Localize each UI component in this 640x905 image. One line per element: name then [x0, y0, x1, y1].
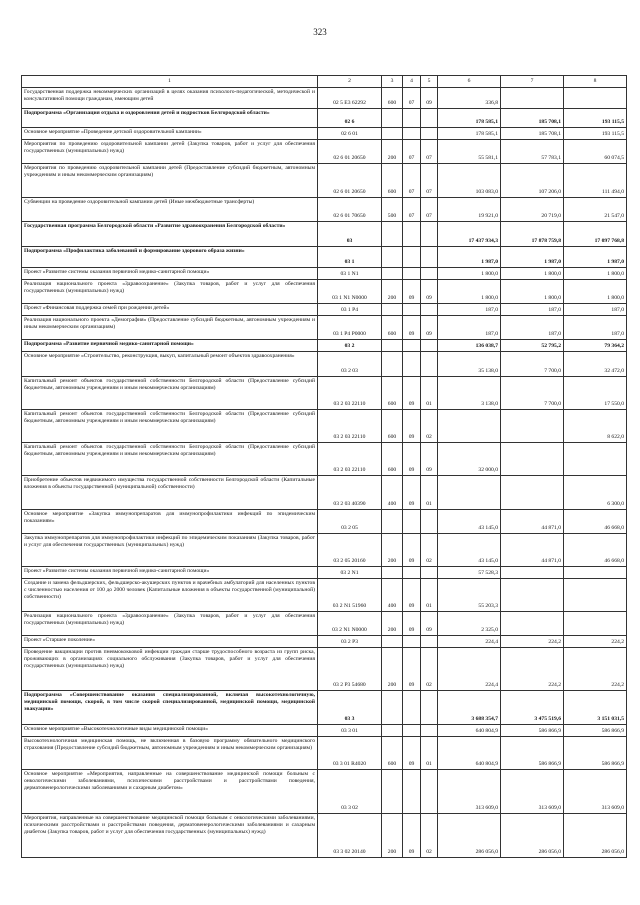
table-row — [22, 648, 627, 691]
row-year1: 336,8 — [438, 88, 501, 109]
table-body — [22, 88, 627, 858]
row-year2: 286 056,0 — [501, 814, 564, 858]
row-name: Мероприятия по проведению оздоровительной кампании детей (Предоставление субсидий бюджетным, автономным учреждениям и иным некоммерческим организациям) — [22, 164, 318, 198]
row-pr — [421, 770, 438, 814]
row-name: Основное мероприятие «Мероприятия, направленные на совершенствование медицинской помощи больным с онкологическими заболеваниями, психическими расстройствами и расстройствами поведения, дерматовенерологическими заболеваниями и сахарным диабетом» — [22, 770, 318, 814]
table-row — [22, 770, 627, 814]
row-vr: 200 — [382, 612, 403, 636]
row-year1: 640 804,9 — [438, 725, 501, 737]
row-name: Капитальный ремонт объектов государственной собственности Белгородской области (Предоставление субсидий бюджетным, автономным учреждениям и иным некоммерческим организациям) — [22, 377, 318, 410]
row-year3: 224,2 — [564, 636, 627, 648]
row-year1: 187,0 — [438, 304, 501, 316]
header-cell: 5 — [421, 76, 438, 88]
row-year2: 17 878 759,8 — [501, 222, 564, 247]
table-row — [22, 268, 627, 280]
row-year1: 19 921,0 — [438, 198, 501, 222]
header-cell: 6 — [438, 76, 501, 88]
row-year1: 17 437 934,3 — [438, 222, 501, 247]
row-year1: 1 800,0 — [438, 280, 501, 304]
row-rz: 07 — [403, 164, 421, 198]
row-rz — [403, 247, 421, 268]
row-vr: 600 — [382, 88, 403, 109]
row-rz: 09 — [403, 316, 421, 340]
page-number: 323 — [313, 27, 327, 37]
header-cell: 7 — [501, 76, 564, 88]
row-year3: 60 074,5 — [564, 140, 627, 164]
table-row — [22, 352, 627, 377]
row-rz: 09 — [403, 476, 421, 510]
row-year3: 1 800,0 — [564, 268, 627, 280]
table-row — [22, 164, 627, 198]
row-pr: 09 — [421, 443, 438, 476]
row-year1: 187,0 — [438, 316, 501, 340]
row-code: 02 6 01 20650 — [318, 164, 382, 198]
row-code: 03 2 N1 N0000 — [318, 612, 382, 636]
row-vr: 600 — [382, 316, 403, 340]
row-vr: 600 — [382, 443, 403, 476]
row-vr — [382, 340, 403, 352]
row-rz — [403, 725, 421, 737]
row-rz — [403, 304, 421, 316]
row-code: 03 3 02 — [318, 770, 382, 814]
row-year3: 286 056,0 — [564, 814, 627, 858]
row-code: 03 1 N1 N0000 — [318, 280, 382, 304]
row-year1: 3 688 354,7 — [438, 691, 501, 725]
row-name: Мероприятия, направленные на совершенствование медицинской помощи больным с онкологическими заболеваниями, психическими расстройствами и расстройствами поведения, дерматовенерологическими заболеваниями и сахарным диабетом (Закупка товаров, работ и услуг для обеспечения государственных (муниципальных) нужд) — [22, 814, 318, 858]
row-rz — [403, 636, 421, 648]
table-row — [22, 340, 627, 352]
row-year3: 21 547,0 — [564, 198, 627, 222]
row-year1: 313 609,0 — [438, 770, 501, 814]
row-name: Государственная поддержка некоммерческих организаций в целях оказания психолого-педагогической, методической и консультативной помощи гражданам, имеющим детей — [22, 88, 318, 109]
row-pr: 02 — [421, 648, 438, 691]
row-rz: 07 — [403, 198, 421, 222]
row-rz: 09 — [403, 280, 421, 304]
row-year3: 79 364,2 — [564, 340, 627, 352]
row-year1 — [438, 476, 501, 510]
row-vr — [382, 510, 403, 534]
row-pr: 09 — [421, 88, 438, 109]
row-year3: 46 668,0 — [564, 534, 627, 567]
row-year2: 52 795,2 — [501, 340, 564, 352]
row-code: 03 1 — [318, 247, 382, 268]
row-name: Реализация национального проекта «Здравоохранение» (Закупка товаров, работ и услуг для обеспечения государственных (муниципальных) нужд) — [22, 280, 318, 304]
row-year3: 46 668,0 — [564, 510, 627, 534]
row-year2: 1 987,0 — [501, 247, 564, 268]
row-rz: 09 — [403, 612, 421, 636]
row-code: 02 6 — [318, 109, 382, 128]
row-year2 — [501, 579, 564, 612]
row-year3: 8 622,0 — [564, 410, 627, 443]
row-vr: 600 — [382, 737, 403, 770]
row-year2: 20 719,0 — [501, 198, 564, 222]
row-pr — [421, 725, 438, 737]
row-name: Закупка иммунопрепаратов для иммунопрофилактики инфекций по эпидемическим показаниям (Закупка товаров, работ и услуг для обеспечения государственных (муниципальных) нужд) — [22, 534, 318, 567]
row-year1: 1 800,0 — [438, 268, 501, 280]
row-rz: 09 — [403, 377, 421, 410]
table-row — [22, 443, 627, 476]
row-year2 — [501, 612, 564, 636]
row-pr — [421, 340, 438, 352]
row-year2: 7 700,0 — [501, 377, 564, 410]
row-rz — [403, 770, 421, 814]
row-rz: 07 — [403, 88, 421, 109]
row-year2: 44 871,0 — [501, 510, 564, 534]
row-pr: 01 — [421, 377, 438, 410]
row-rz — [403, 128, 421, 140]
row-year2: 187,0 — [501, 316, 564, 340]
row-rz: 07 — [403, 140, 421, 164]
row-vr: 200 — [382, 140, 403, 164]
row-vr — [382, 304, 403, 316]
row-pr — [421, 268, 438, 280]
table-row — [22, 316, 627, 340]
row-year2: 187,0 — [501, 304, 564, 316]
table-row — [22, 222, 627, 247]
row-pr: 02 — [421, 534, 438, 567]
row-year3: 193 115,5 — [564, 109, 627, 128]
row-pr: 07 — [421, 198, 438, 222]
row-code: 03 2 03 — [318, 352, 382, 377]
row-vr: 400 — [382, 579, 403, 612]
row-name: Основное мероприятие «Закупка иммунопрепаратов для иммунопрофилактики инфекций по эпидемическим показаниям» — [22, 510, 318, 534]
row-code: 03 2 P3 — [318, 636, 382, 648]
row-code: 02 6 01 20650 — [318, 140, 382, 164]
row-name: Реализация национального проекта «Демография» (Предоставление субсидий бюджетным, автономным учреждениям и иным некоммерческим организациям) — [22, 316, 318, 340]
row-year1: 43 145,0 — [438, 534, 501, 567]
row-code: 03 2 03 22110 — [318, 410, 382, 443]
table-row — [22, 88, 627, 109]
row-year1: 55 203,3 — [438, 579, 501, 612]
row-pr — [421, 691, 438, 725]
row-pr — [421, 304, 438, 316]
row-vr — [382, 247, 403, 268]
row-name: Проект «Старшее поколение» — [22, 636, 318, 648]
row-year3: 586 866,9 — [564, 725, 627, 737]
row-year1: 32 000,0 — [438, 443, 501, 476]
row-year3: 1 800,0 — [564, 280, 627, 304]
header-cell: 2 — [318, 76, 382, 88]
table-row — [22, 280, 627, 304]
row-year1: 640 804,9 — [438, 737, 501, 770]
row-code: 03 2 P3 54680 — [318, 648, 382, 691]
row-vr — [382, 567, 403, 579]
row-year3: 187,0 — [564, 316, 627, 340]
row-year1: 35 138,0 — [438, 352, 501, 377]
row-pr: 01 — [421, 579, 438, 612]
table-row — [22, 725, 627, 737]
row-rz — [403, 268, 421, 280]
row-year3: 586 866,9 — [564, 737, 627, 770]
table-header — [22, 76, 627, 88]
row-vr — [382, 691, 403, 725]
row-year3: 193 115,5 — [564, 128, 627, 140]
table-row — [22, 737, 627, 770]
row-name: Основное мероприятие «Строительство, реконструкция, выкуп, капитальный ремонт объектов здравоохранения» — [22, 352, 318, 377]
row-name: Проведение вакцинации против пневмококковой инфекции граждан старше трудоспособного возраста из групп риска, проживающих в организациях социального обслуживания (Закупка товаров, работ и услуг для обеспечения государственных (муниципальных) нужд) — [22, 648, 318, 691]
row-pr — [421, 636, 438, 648]
row-code: 03 2 03 22110 — [318, 377, 382, 410]
row-code: 02 6 01 70650 — [318, 198, 382, 222]
row-vr: 500 — [382, 198, 403, 222]
row-name: Высокотехнологичная медицинская помощь, не включенная в базовую программу обязательного медицинского страхования (Предоставление субсидий бюджетным, автономным учреждениям и иным некоммерческим организациям) — [22, 737, 318, 770]
row-code: 03 3 02 20140 — [318, 814, 382, 858]
row-code: 03 — [318, 222, 382, 247]
row-pr: 07 — [421, 164, 438, 198]
row-vr — [382, 725, 403, 737]
row-name: Проект «Развитие системы оказания первичной медико-санитарной помощи» — [22, 268, 318, 280]
row-year2: 224,2 — [501, 648, 564, 691]
row-vr — [382, 636, 403, 648]
row-vr: 200 — [382, 648, 403, 691]
row-vr: 400 — [382, 476, 403, 510]
table-row — [22, 128, 627, 140]
row-rz: 09 — [403, 443, 421, 476]
row-pr: 09 — [421, 612, 438, 636]
row-vr — [382, 109, 403, 128]
row-pr: 02 — [421, 814, 438, 858]
row-code: 03 3 01 — [318, 725, 382, 737]
row-rz: 09 — [403, 814, 421, 858]
row-code: 03 3 01 R4020 — [318, 737, 382, 770]
row-code: 03 1 P4 — [318, 304, 382, 316]
budget-table — [21, 75, 627, 858]
row-year1: 43 145,0 — [438, 510, 501, 534]
row-year2: 313 609,0 — [501, 770, 564, 814]
row-name: Основное мероприятие «Высокотехнологичные виды медицинской помощи» — [22, 725, 318, 737]
row-year1: 2 325,0 — [438, 612, 501, 636]
row-year1: 224,4 — [438, 648, 501, 691]
table-row — [22, 579, 627, 612]
row-year1: 57 528,3 — [438, 567, 501, 579]
row-year2: 7 700,0 — [501, 352, 564, 377]
row-vr: 600 — [382, 164, 403, 198]
row-pr: 07 — [421, 140, 438, 164]
row-pr: 01 — [421, 476, 438, 510]
row-year3: 17 550,0 — [564, 377, 627, 410]
row-vr: 200 — [382, 534, 403, 567]
row-vr — [382, 770, 403, 814]
row-pr — [421, 128, 438, 140]
row-pr — [421, 247, 438, 268]
row-code: 03 2 05 20160 — [318, 534, 382, 567]
row-name: Капитальный ремонт объектов государственной собственности Белгородской области (Предоставление субсидий бюджетным, автономным учреждениям и иным некоммерческим организациям) — [22, 443, 318, 476]
row-name: Государственная программа Белгородской области «Развитие здравоохранения Белгородской области» — [22, 222, 318, 247]
row-year2: 185 708,1 — [501, 128, 564, 140]
table-row — [22, 814, 627, 858]
table-row — [22, 410, 627, 443]
table-row — [22, 567, 627, 579]
row-code: 03 2 N1 — [318, 567, 382, 579]
row-year1: 3 138,0 — [438, 377, 501, 410]
row-year2 — [501, 476, 564, 510]
row-code: 03 2 03 22110 — [318, 443, 382, 476]
table-row — [22, 304, 627, 316]
table-row — [22, 247, 627, 268]
header-cell: 3 — [382, 76, 403, 88]
header-cell: 4 — [403, 76, 421, 88]
row-rz: 09 — [403, 737, 421, 770]
row-pr — [421, 109, 438, 128]
row-year2: 1 800,0 — [501, 268, 564, 280]
row-name: Мероприятия по проведению оздоровительной кампании детей (Закупка товаров, работ и услуг для обеспечения государственных (муниципальных) нужд) — [22, 140, 318, 164]
row-vr — [382, 222, 403, 247]
row-year2: 107 206,0 — [501, 164, 564, 198]
row-vr: 600 — [382, 410, 403, 443]
row-vr: 200 — [382, 814, 403, 858]
row-year3: 187,0 — [564, 304, 627, 316]
row-code: 03 1 N1 — [318, 268, 382, 280]
row-rz — [403, 352, 421, 377]
row-name: Реализация национального проекта «Здравоохранение» (Закупка товаров, работ и услуг для обеспечения государственных (муниципальных) нужд) — [22, 612, 318, 636]
row-rz — [403, 691, 421, 725]
row-year3 — [564, 612, 627, 636]
row-year3 — [564, 579, 627, 612]
row-year2 — [501, 443, 564, 476]
row-vr — [382, 352, 403, 377]
row-year3 — [564, 88, 627, 109]
row-rz — [403, 567, 421, 579]
row-pr — [421, 352, 438, 377]
row-year2: 586 866,9 — [501, 737, 564, 770]
row-year2: 185 708,1 — [501, 109, 564, 128]
row-name: Проект «Финансовая поддержка семей при рождении детей» — [22, 304, 318, 316]
row-rz: 09 — [403, 410, 421, 443]
row-code: 03 3 — [318, 691, 382, 725]
row-year2 — [501, 88, 564, 109]
table-row — [22, 636, 627, 648]
table-row — [22, 510, 627, 534]
row-year1: 178 585,1 — [438, 109, 501, 128]
row-year2 — [501, 410, 564, 443]
header-cell: 1 — [22, 76, 318, 88]
table-row — [22, 198, 627, 222]
row-year2: 3 475 519,6 — [501, 691, 564, 725]
row-year3: 224,2 — [564, 648, 627, 691]
row-rz — [403, 340, 421, 352]
header-row — [22, 76, 627, 88]
row-name: Подпрограмма «Развитие первичной медико-санитарной помощи» — [22, 340, 318, 352]
row-pr — [421, 222, 438, 247]
row-name: Подпрограмма «Организация отдыха и оздоровления детей и подростков Белгородской области» — [22, 109, 318, 128]
row-rz: 09 — [403, 648, 421, 691]
row-year2: 44 871,0 — [501, 534, 564, 567]
row-year3: 1 987,0 — [564, 247, 627, 268]
row-name: Подпрограмма «Совершенствование оказания специализированной, включая высокотехнологичную, медицинской помощи, скорой, в том числе скорой специализированной, медицинской помощи, медицинской эвакуации» — [22, 691, 318, 725]
row-name: Создание и замена фельдшерских, фельдшерско-акушерских пунктов и врачебных амбулаторий для населенных пунктов с численностью населения от 100 до 2000 человек (Капитальные вложения в объекты государственной (муниципальной) собственности) — [22, 579, 318, 612]
row-name: Подпрограмма «Профилактика заболеваний и формирование здорового образа жизни» — [22, 247, 318, 268]
row-year3 — [564, 567, 627, 579]
row-name: Основное мероприятие «Проведение детской оздоровительной кампании» — [22, 128, 318, 140]
row-code: 02 5 Е3 62292 — [318, 88, 382, 109]
row-year1: 136 038,7 — [438, 340, 501, 352]
row-year2: 586 866,9 — [501, 725, 564, 737]
table-row — [22, 109, 627, 128]
row-pr — [421, 510, 438, 534]
row-year3: 313 609,0 — [564, 770, 627, 814]
row-year3 — [564, 443, 627, 476]
row-code: 03 1 P4 P0000 — [318, 316, 382, 340]
row-rz — [403, 109, 421, 128]
table-row — [22, 140, 627, 164]
row-rz: 09 — [403, 534, 421, 567]
row-rz: 09 — [403, 579, 421, 612]
row-year2 — [501, 567, 564, 579]
row-name: Проект «Развитие системы оказания первичной медико-санитарной помощи» — [22, 567, 318, 579]
row-rz — [403, 510, 421, 534]
row-pr: 01 — [421, 737, 438, 770]
row-code: 03 2 N1 51960 — [318, 579, 382, 612]
row-code: 03 2 — [318, 340, 382, 352]
row-year2: 1 800,0 — [501, 280, 564, 304]
row-vr: 600 — [382, 377, 403, 410]
row-rz — [403, 222, 421, 247]
row-year1 — [438, 410, 501, 443]
row-pr: 09 — [421, 280, 438, 304]
row-year2: 224,2 — [501, 636, 564, 648]
row-year1: 55 581,1 — [438, 140, 501, 164]
row-name: Субвенции на проведение оздоровительной кампании детей (Иные межбюджетные трансферты) — [22, 198, 318, 222]
row-code: 03 2 03 40390 — [318, 476, 382, 510]
row-pr — [421, 567, 438, 579]
row-vr: 200 — [382, 280, 403, 304]
row-year1: 1 987,0 — [438, 247, 501, 268]
row-vr — [382, 268, 403, 280]
row-year1: 103 083,0 — [438, 164, 501, 198]
table-row — [22, 476, 627, 510]
table-row — [22, 691, 627, 725]
row-year3: 111 494,0 — [564, 164, 627, 198]
row-year1: 286 056,0 — [438, 814, 501, 858]
row-pr: 09 — [421, 316, 438, 340]
row-year3: 32 472,0 — [564, 352, 627, 377]
row-code: 02 6 01 — [318, 128, 382, 140]
row-name: Капитальный ремонт объектов государственной собственности Белгородской области (Предоставление субсидий бюджетным, автономным учреждениям и иным некоммерческим организациям) — [22, 410, 318, 443]
row-year1: 178 585,1 — [438, 128, 501, 140]
row-year1: 224,4 — [438, 636, 501, 648]
row-year3: 3 151 031,5 — [564, 691, 627, 725]
row-code: 03 2 05 — [318, 510, 382, 534]
row-vr — [382, 128, 403, 140]
row-pr: 02 — [421, 410, 438, 443]
table-row — [22, 612, 627, 636]
row-name: Приобретение объектов недвижимого имущества государственной собственности Белгородской области (Капитальные вложения в объекты государственной (муниципальной) собственности) — [22, 476, 318, 510]
row-year3: 17 097 768,8 — [564, 222, 627, 247]
header-cell: 8 — [564, 76, 627, 88]
row-year2: 57 783,1 — [501, 140, 564, 164]
row-year3: 6 300,0 — [564, 476, 627, 510]
table-row — [22, 377, 627, 410]
table-row — [22, 534, 627, 567]
